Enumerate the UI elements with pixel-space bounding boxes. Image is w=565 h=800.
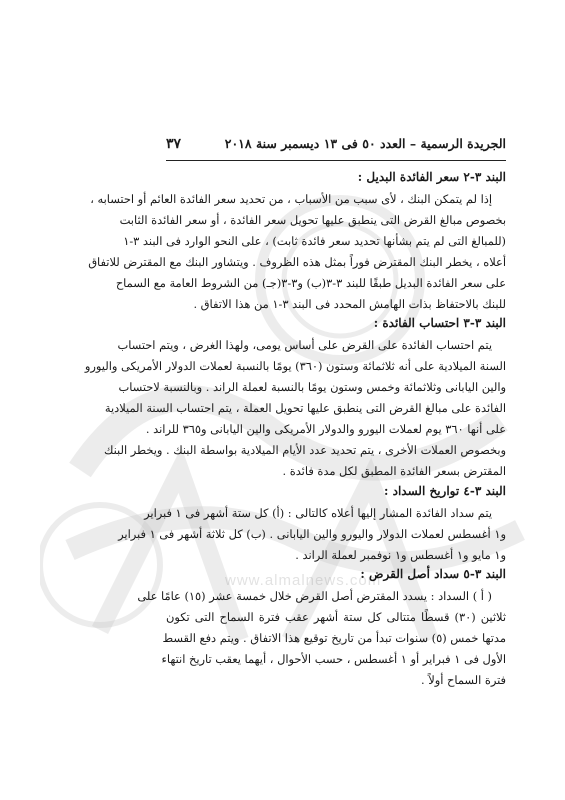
- paragraph-line: على سعر الفائدة البديل طبقًا للبند ٣-٣(ب) و٣-٣(جـ) من الشروط العامة مع السماح: [115, 276, 506, 290]
- paragraph-line: أعلاه ، يخطر البنك المقترض فوراً بمثل هذه الظروف . ويتشاور البنك مع المقترض للاتفاق: [88, 255, 506, 269]
- document-page: [84, 0, 507, 800]
- paragraph-line: الأول فى ١ فبراير أو ١ أغسطس ، حسب الأحوال ، أيهما يعقب تاريخ انتهاء: [161, 652, 506, 666]
- paragraph-line: (للمبالغ التى لم يتم بشأنها تحديد سعر فائدة ثابت) ، على النحو الوارد فى البند ٣-١: [123, 234, 506, 248]
- paragraph-line: السنة الميلادية على أنه ثلاثمائة وستون (٣٦٠) يومًا بالنسبة لعملات الدولار الأمريكى واليورو: [84, 359, 506, 373]
- paragraph-line: المقترض بسعر الفائدة المطبق لكل مدة فائدة .: [282, 464, 506, 478]
- paragraph-line: على أنها ٣٦٠ يوم لعملات اليورو والدولار الأمريكى والين اليابانى و٣٦٥ للراند .: [145, 422, 506, 436]
- paragraph-line: الفائدة على مبالغ القرض التى ينطبق عليها تحويل العملة ، يتم احتساب السنة الميلادية: [104, 401, 506, 415]
- header-rule: [166, 160, 506, 161]
- paragraph-line: ثلاثين (٣٠) قسطًا متتالى كل ستة أشهر عقب فترة السماح التى تكون: [166, 610, 507, 624]
- paragraph-line: ( أ ) السداد : يسدد المقترض أصل القرض خلال خمسة عشر (١٥) عامًا على: [137, 589, 492, 603]
- paragraph-line: مدتها خمس (٥) سنوات تبدأ من تاريخ توقيع هذا الاتفاق . ويتم دفع القسط: [162, 631, 506, 645]
- section-heading: البند ٣-٣ احتساب الفائدة :: [373, 316, 506, 330]
- paragraph-line: إذا لم يتمكن البنك ، لأى سبب من الأسباب ، من تحديد سعر الفائدة العائم أو احتسابه ،: [90, 192, 492, 206]
- paragraph-line: يتم احتساب الفائدة على القرض على أساس يومى، ولهذا الغرض ، ويتم احتساب: [117, 338, 492, 352]
- paragraph-line: و١ مايو و١ أغسطس و١ نوفمبر لعملة الراند .: [295, 548, 506, 562]
- page-header: [166, 136, 506, 156]
- paragraph-line: فترة السماح أولاً .: [421, 673, 506, 687]
- watermark-url: www.almalnews.com: [225, 572, 382, 589]
- paragraph-line: وبخصوص العملات الأخرى ، يتم تحديد عدد الأيام الميلادية بواسطة البنك . ويخطر البنك: [104, 443, 506, 457]
- page-number: ٣٧: [166, 136, 182, 152]
- section-heading: البند ٣-٢ سعر الفائدة البديل :: [357, 170, 506, 184]
- section-heading: البند ٣-٤ تواريخ السداد :: [384, 484, 506, 498]
- paragraph-line: والين اليابانى وثلاثمائة وخمس وستون يومًا بالنسبة لعملة الراند . وبالنسبة لاحتساب: [118, 380, 506, 394]
- paragraph-line: بخصوص مبالغ القرض التى ينطبق عليها تحويل سعر الفائدة ، أو سعر الفائدة الثابت: [119, 213, 506, 227]
- paragraph-line: يتم سداد الفائدة المشار إليها أعلاه كالتالى : (أ) كل ستة أشهر فى ١ فبراير: [144, 506, 492, 520]
- paragraph-line: للبنك بالاحتفاظ بذات الهامش المحدد فى البند ٣-١ من هذا الاتفاق .: [193, 297, 506, 311]
- section-heading: البند ٣-٥ سداد أصل القرض :: [360, 567, 506, 581]
- header-title: الجريدة الرسمية – العدد ٥٠ فى ١٣ ديسمبر سنة ٢٠١٨: [224, 136, 506, 151]
- paragraph-line: و١ أغسطس لعملات الدولار واليورو والين اليابانى . (ب) كل ثلاثة أشهر فى ١ فبراير: [118, 527, 506, 541]
